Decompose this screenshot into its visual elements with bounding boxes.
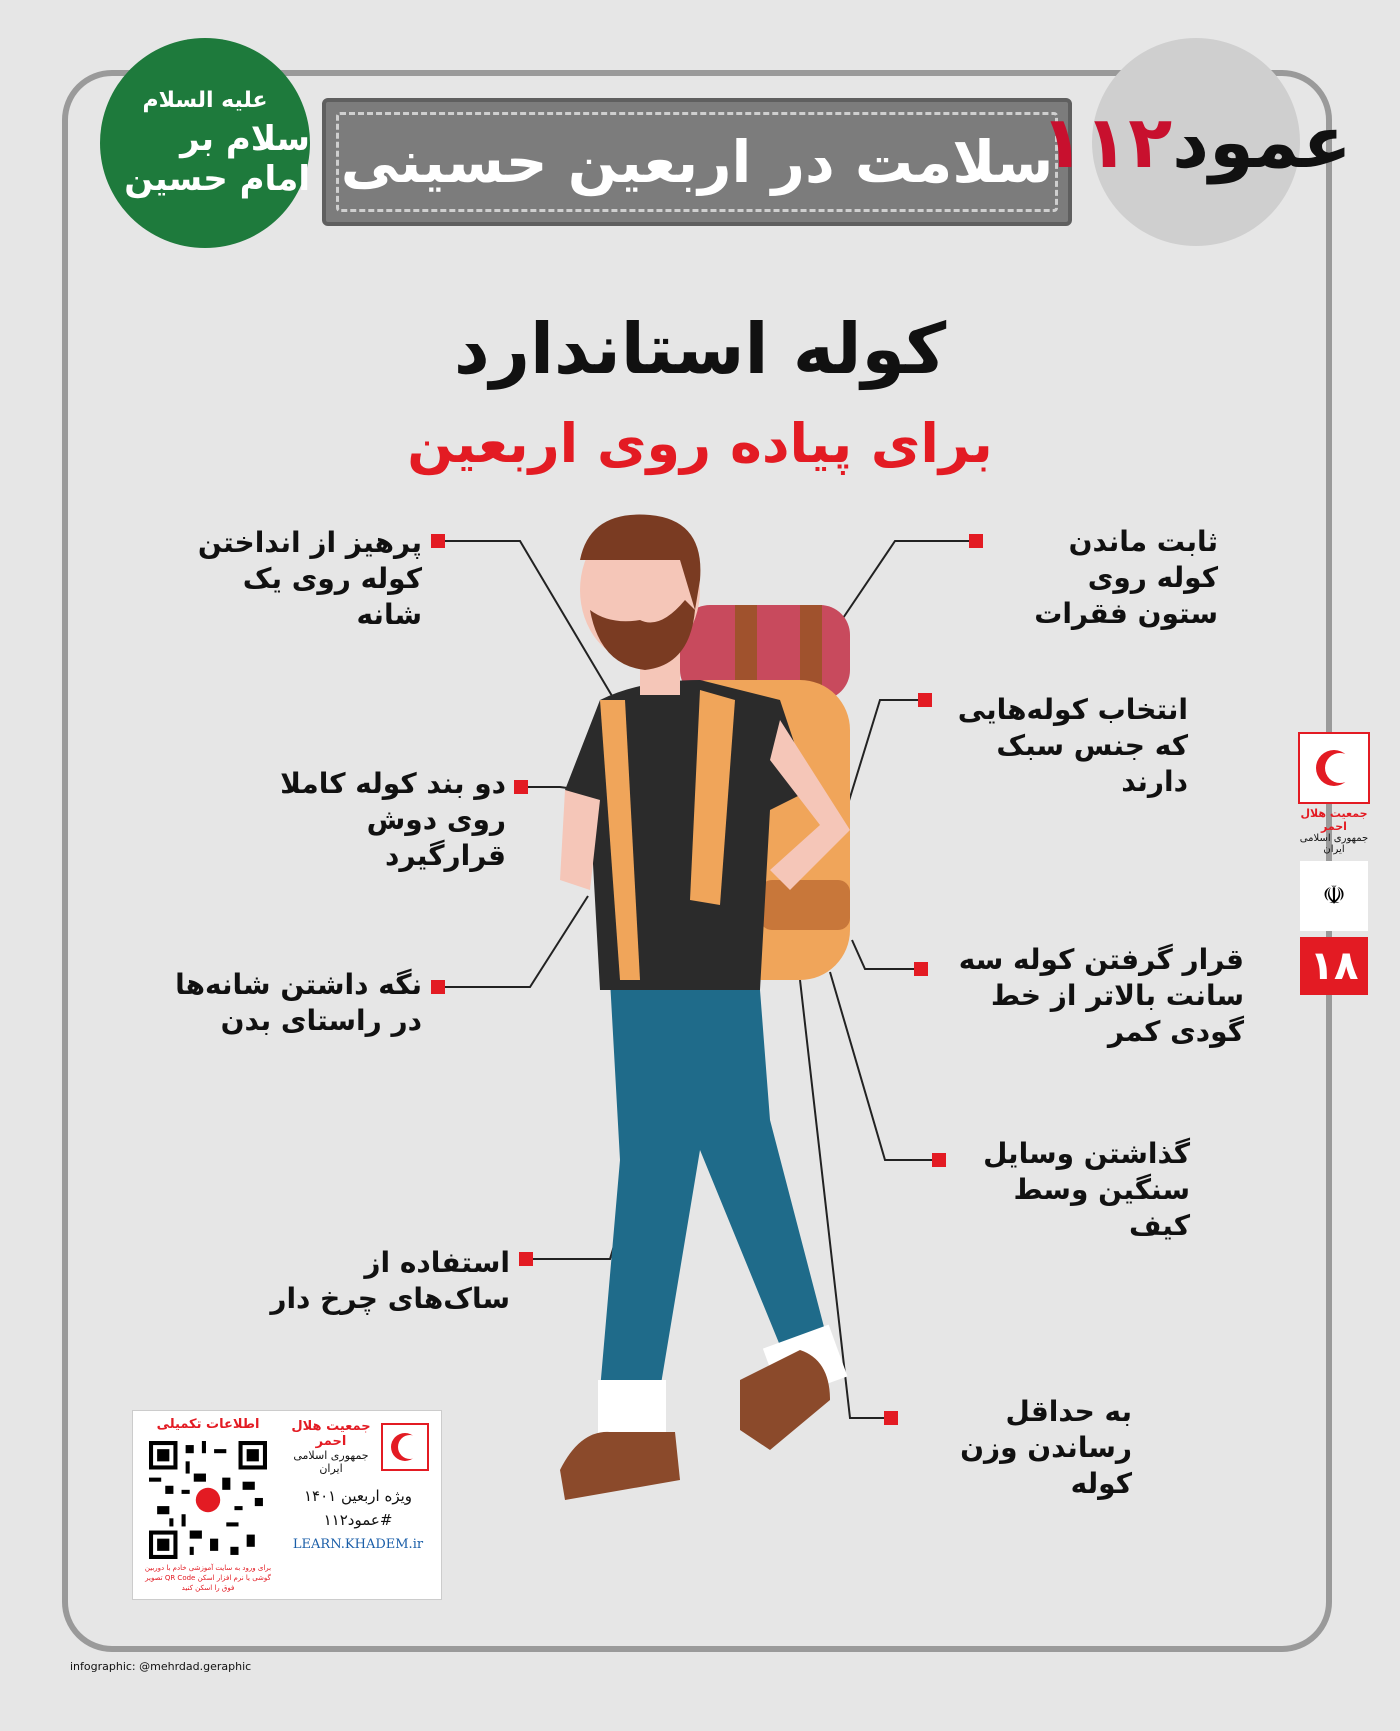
card-special: ویژه اربعین ۱۴۰۱ bbox=[303, 1487, 413, 1505]
tip-right-4: گذاشتن وسایل سنگین وسط کیف bbox=[983, 1137, 1190, 1242]
right-shoe bbox=[740, 1350, 830, 1450]
card-org-block bbox=[283, 1419, 379, 1475]
tip-marker bbox=[431, 534, 445, 548]
tip-marker bbox=[918, 693, 932, 707]
card-country: جمهوری اسلامی ایران bbox=[293, 1449, 369, 1475]
tip-marker bbox=[932, 1153, 946, 1167]
card-hashtag: #عمود۱۱۲ bbox=[323, 1511, 393, 1529]
tip-left-1: پرهیز از انداختن کوله روی یک شانه bbox=[197, 526, 422, 631]
red-crescent-side-panel bbox=[1298, 732, 1370, 992]
logo-text-black: عمود bbox=[1172, 100, 1352, 184]
tip-right-1: ثابت ماندن کوله روی ستون فقرات bbox=[1034, 525, 1218, 630]
tip-left-3: نگه داشتن شانه‌ها در راستای بدن bbox=[175, 968, 422, 1037]
side-country: جمهوری اسلامی ایران bbox=[1299, 833, 1369, 855]
info-heading: اطلاعات تکمیلی bbox=[156, 1417, 260, 1432]
qr-note: برای ورود به سایت آموزشی خادم با دوربین گوشی یا نرم افزار اسکن QR Code تصویر فوق را اسکن کنید bbox=[144, 1564, 272, 1592]
tip-left-4: استفاده از ساک‌های چرخ دار bbox=[270, 1246, 510, 1315]
iran-emblem-icon: ☫ bbox=[1300, 861, 1368, 931]
info-card bbox=[132, 1410, 442, 1600]
main-title: کوله استاندارد bbox=[453, 308, 947, 390]
tip-left-2: دو بند کوله کاملا روی دوش قرارگیرد bbox=[280, 767, 506, 872]
seal-line2: سلام بر امام حسین bbox=[124, 118, 310, 199]
banner-title: سلامت در اربعین حسینی bbox=[340, 128, 1054, 196]
credit: infographic: @mehrdad.geraphic bbox=[70, 1660, 252, 1673]
tip-marker bbox=[431, 980, 445, 994]
side-number: ۱۸ bbox=[1300, 937, 1368, 995]
tip-right-5: به حداقل رساندن وزن کوله bbox=[960, 1395, 1132, 1500]
card-org-name: جمعیت هلال احمر bbox=[291, 1419, 371, 1449]
red-crescent-icon bbox=[381, 1423, 429, 1471]
tip-right-3: قرار گرفتن کوله سه سانت بالاتر از خط گودی کمر bbox=[958, 943, 1244, 1048]
logo-text-red: ۱۱۲ bbox=[1040, 100, 1173, 184]
red-crescent-icon bbox=[1298, 732, 1370, 804]
tip-marker bbox=[519, 1252, 533, 1266]
tip-marker bbox=[514, 780, 528, 794]
sub-title: برای پیاده روی اربعین bbox=[407, 412, 993, 475]
card-details bbox=[283, 1481, 433, 1552]
qr-code-icon[interactable] bbox=[149, 1441, 267, 1559]
tip-marker bbox=[914, 962, 928, 976]
seal-line1: علیه السلام bbox=[142, 87, 268, 113]
left-shoe bbox=[560, 1432, 680, 1500]
jeans bbox=[600, 980, 830, 1390]
tip-marker bbox=[884, 1411, 898, 1425]
side-org-name: جمعیت هلال احمر bbox=[1300, 807, 1368, 833]
tip-marker bbox=[969, 534, 983, 548]
tip-right-2: انتخاب کوله‌هایی که جنس سبک دارند bbox=[957, 693, 1188, 798]
card-url[interactable]: LEARN.KHADEM.ir bbox=[292, 1537, 424, 1552]
